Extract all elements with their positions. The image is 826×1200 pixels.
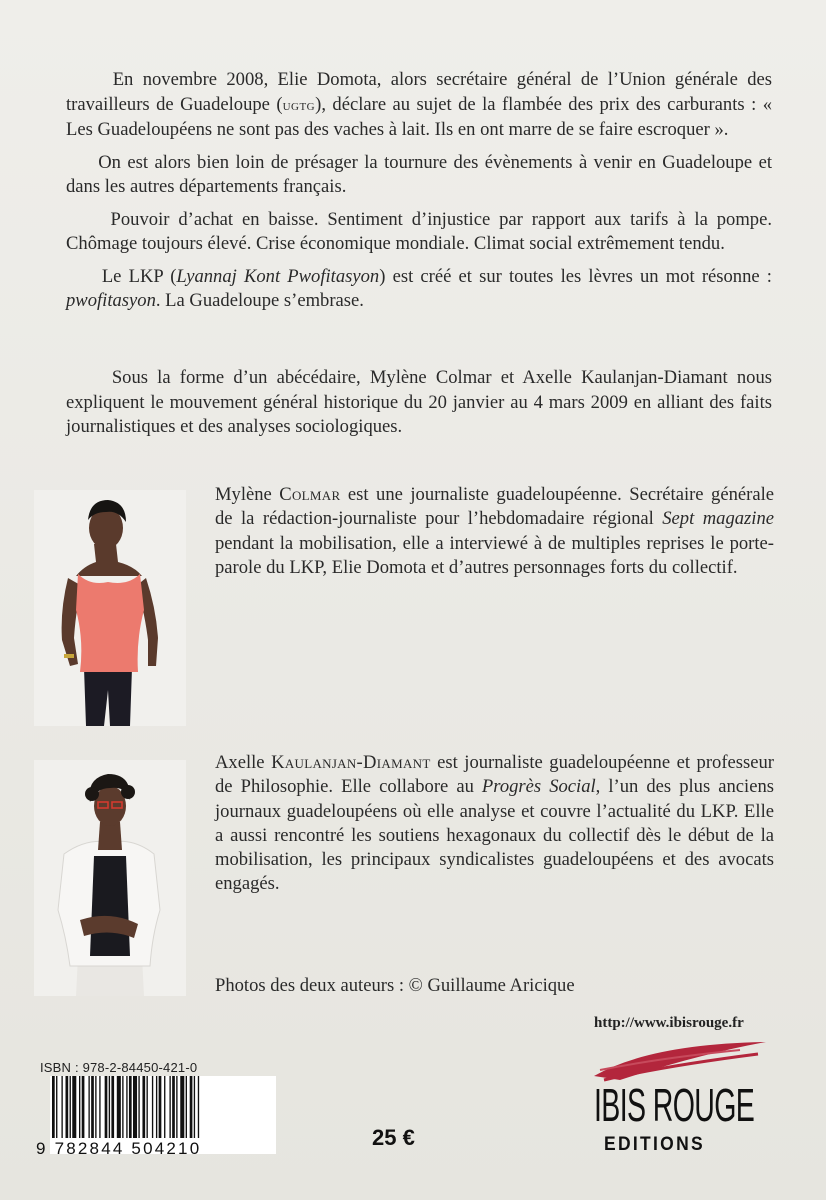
barcode-bar [111,1076,114,1138]
barcode-bar [147,1076,148,1138]
summary-paragraph: Sous la forme d’un abécédaire, Mylène Colmar et Axelle Kaulanjan-Diamant nous expliquent le mouvement général historique du 20 janvier au 4 mars 2009 en alliant des faits journalistiques et des analyses sociologiques. [66,367,772,437]
barcode-bar [133,1076,137,1138]
barcode-bar [186,1076,187,1138]
photo-credit: Photos des deux auteurs : © Guillaume Aricique [215,975,575,996]
intro-paragraph-4: Le LKP (Lyannaj Kont Pwofitasyon) est créé et sur toutes les lèvres un mot résonne : pwofitasyon. La Guadeloupe s’embrase. [66,265,772,311]
barcode-bar [61,1076,62,1138]
barcode-bar [88,1076,89,1138]
barcode-bar [56,1076,57,1138]
barcode-bar [117,1076,121,1138]
price: 25 € [372,1125,415,1150]
barcode-bar [95,1076,96,1138]
barcode-bar [105,1076,108,1138]
barcode-bar [198,1076,199,1138]
isbn-number: ISBN : 978-2-84450-421-0 [40,1060,198,1075]
barcode-bar [180,1076,184,1138]
barcode-bar [194,1076,195,1138]
author-photo-kaulanjan-diamant [34,760,186,996]
barcode-bar [52,1076,55,1138]
barcode-bar [138,1076,139,1138]
publisher-url[interactable]: http://www.ibisrouge.fr [594,1015,744,1031]
barcode-bar [152,1076,153,1138]
barcode-bar [176,1076,177,1138]
author-photo-colmar [34,490,186,726]
barcode-bar [172,1076,175,1138]
intro-paragraph-3: Pouvoir d’achat en baisse. Sentiment d’injustice par rapport aux tarifs à la pompe. Chômage toujours élevé. Crise économique mondiale. Climat social extrêmement tendu. [66,208,772,254]
barcode-bar [156,1076,157,1138]
barcode-bar [126,1076,127,1138]
barcode-bar [82,1076,85,1138]
barcode-bar [159,1076,162,1138]
barcode-bar [142,1076,145,1138]
barcode-bar [79,1076,80,1138]
barcode-bar [190,1076,193,1138]
author-bio-kaulanjan-diamant: Axelle Kaulanjan-Diamant est journaliste guadeloupéenne et professeur de Philosophie. Elle collabore au Progrès Social, l’un des plus anciens journaux guadeloupéens où elle analyse et couvre l’actualité du LKP. Elle a aussi rencontré les soutiens hexagonaux du collectif dès le début de la mobilisation, les principaux syndicalistes guadeloupéens et des avocats engagés. [215,752,774,895]
barcode-bar [122,1076,123,1138]
intro-text [66,68,772,322]
barcode-bar [169,1076,170,1138]
publisher-subtitle: EDITIONS [604,1134,705,1155]
summary-text [66,366,772,448]
barcode-bar [66,1076,69,1138]
barcode-bar [91,1076,94,1138]
intro-paragraph-1: En novembre 2008, Elie Domota, alors secrétaire général de l’Union générale des travailleurs de Guadeloupe (ugtg), déclare au sujet de la flambée des prix des carburants : « Les Guadeloupéens ne sont pas des vaches à lait. Ils en ont marre de se faire escroquer ». [66,69,772,140]
barcode-bar [129,1076,132,1138]
intro-paragraph-2: On est alors bien loin de présager la tournure des évènements à venir en Guadeloupe et dans les autres départements français. [66,151,772,197]
barcode-bar [72,1076,76,1138]
barcode-bar [99,1076,100,1138]
barcode-digits: 9 782844 504210 [36,1139,202,1158]
barcode-bar [109,1076,110,1138]
barcode-bar [70,1076,71,1138]
publisher-name: IBIS ROUGE [594,1079,755,1131]
author-bio-colmar: Mylène Colmar est une journaliste guadeloupéenne. Secrétaire générale de la rédaction-journaliste pour l’hebdomadaire régional Sept magazine pendant la mobilisation, elle a interviewé à de multiples reprises le porte-parole du LKP, Elie Domota et d’autres personnages forts du collectif. [215,484,774,578]
barcode-bar [164,1076,165,1138]
